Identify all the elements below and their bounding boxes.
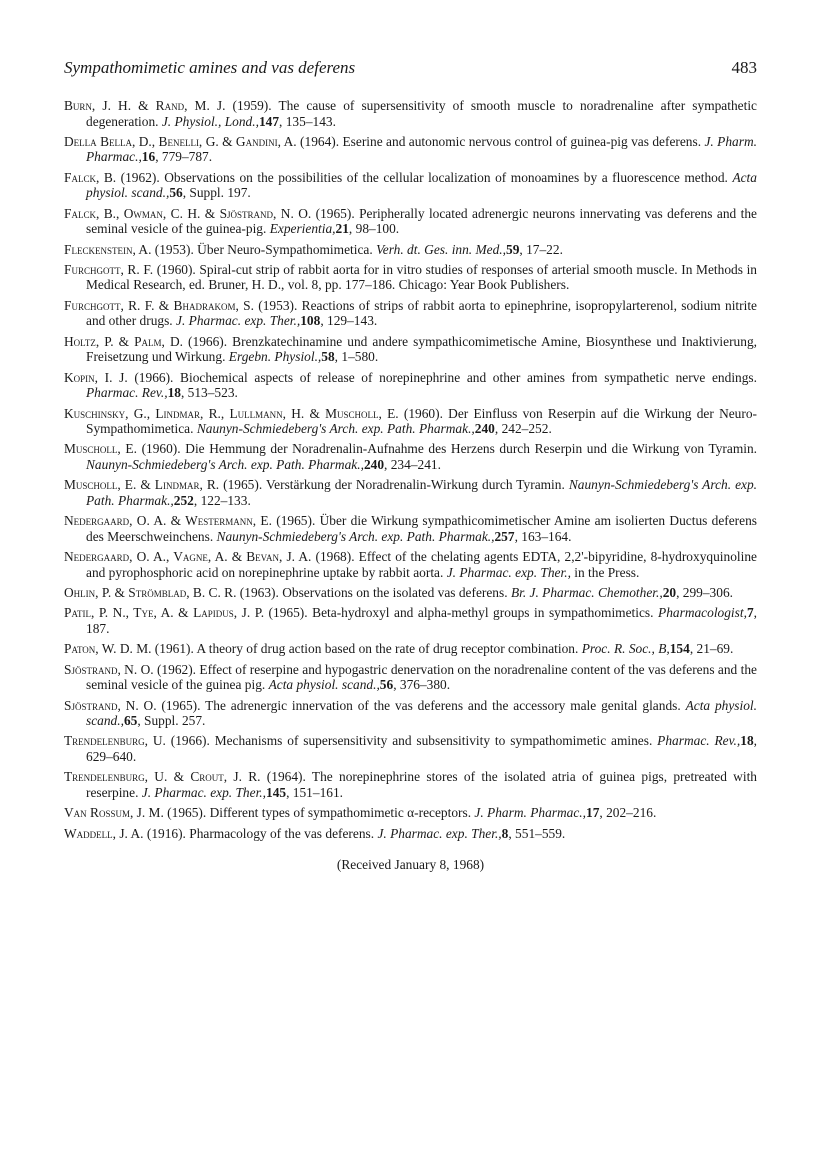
reference-title: Observations on the possibilities of the cellular localization of monoamines by a fluorescence method. xyxy=(164,169,728,185)
reference-journal: Naunyn-Schmiedeberg's Arch. exp. Path. Pharmak., xyxy=(216,528,495,544)
reference-pages: , 376–380. xyxy=(393,677,451,693)
reference-volume: 154 xyxy=(669,641,690,657)
reference-title: Effect of the chelating agents EDTA, 2,2'-bipyridine, 8-hydroxyquinoline and pyrophosphoric acid on norepinephrine uptake by rabbit aorta. xyxy=(86,549,757,580)
reference-item xyxy=(64,769,757,800)
reference-title: Peripherally located adrenergic neurons innervating vas deferens and the seminal vesicle of the guinea-pig. xyxy=(86,205,757,237)
reference-journal: J. Physiol., Lond., xyxy=(161,113,259,129)
reference-item xyxy=(64,698,757,729)
reference-volume: 65 xyxy=(123,713,138,729)
reference-journal: J. Pharm. Pharmac., xyxy=(86,133,757,165)
reference-item xyxy=(64,242,757,258)
reference-volume: 8 xyxy=(501,825,509,841)
reference-authors: Nedergaard, O. A., Vagne, A. & Bevan, J. A. (1968). xyxy=(64,549,355,565)
reference-pages: , 21–69. xyxy=(689,641,734,657)
reference-item xyxy=(64,334,757,365)
reference-pages: , 187. xyxy=(86,605,757,636)
reference-title: Verstärkung der Noradrenalin-Wirkung durch Tyramin. xyxy=(265,477,565,493)
reference-journal: Naunyn-Schmiedeberg's Arch. exp. Path. Pharmak., xyxy=(86,477,758,508)
reference-journal: Naunyn-Schmiedeberg's Arch. exp. Path. Pharmak., xyxy=(196,421,475,437)
reference-journal: J. Pharm. Pharmac., xyxy=(474,805,586,821)
reference-journal: J. Pharmac. exp. Ther., xyxy=(141,784,266,800)
received-date: (Received January 8, 1968) xyxy=(336,857,485,873)
reference-pages: , 629–640. xyxy=(86,733,757,764)
reference-item xyxy=(64,549,757,580)
reference-pages: , 234–241. xyxy=(384,456,441,472)
reference-authors: Sjöstrand, N. O. (1965). xyxy=(64,697,201,713)
reference-volume: 18 xyxy=(740,733,754,749)
reference-authors: Muscholl, E. (1960). xyxy=(64,441,181,457)
reference-volume: 58 xyxy=(321,349,335,365)
reference-item xyxy=(64,733,757,764)
reference-item xyxy=(64,641,757,657)
reference-journal: Pharmac. Rev., xyxy=(657,733,741,749)
reference-pages: , Suppl. 257. xyxy=(137,713,206,729)
reference-title: Reactions of strips of rabbit aorta to epinephrine, isopropylarterenol, sodium nitrite and other drugs. xyxy=(86,297,757,329)
reference-title: Die Hemmung der Noradrenalin-Aufnahme des Herzens durch Reserpin und die Wirkung von Tyramin. xyxy=(185,441,758,457)
reference-pages: , 202–216. xyxy=(599,805,657,821)
reference-authors: Ohlin, P. & Strömblad, B. C. R. (1963). xyxy=(64,584,279,600)
reference-volume: 108 xyxy=(300,313,321,329)
reference-journal: Experientia, xyxy=(269,221,336,237)
reference-journal: Pharmac. Rev., xyxy=(86,385,168,401)
reference-item xyxy=(64,585,757,601)
reference-volume: 145 xyxy=(266,784,287,800)
reference-volume: 17 xyxy=(586,805,600,821)
reference-journal: Ergebn. Physiol., xyxy=(228,349,322,365)
reference-journal: Pharmacologist, xyxy=(658,605,747,621)
running-title: Sympathomimetic amines and vas deferens xyxy=(64,58,356,77)
reference-item xyxy=(64,406,757,437)
reference-item xyxy=(64,662,757,693)
reference-journal: J. Pharmac. exp. Ther., xyxy=(446,564,571,580)
reference-item xyxy=(64,262,757,293)
reference-title: Observations on the isolated vas deferens. xyxy=(282,584,508,600)
reference-title: Different types of sympathomimetic α-receptors. xyxy=(209,805,472,821)
reference-authors: Kopin, I. J. (1966). xyxy=(64,369,174,385)
reference-title: Über Neuro-Sympathomimetica. xyxy=(197,241,373,257)
reference-volume: 240 xyxy=(363,456,385,472)
reference-authors: Waddell, J. A. (1916). xyxy=(64,825,186,841)
reference-title: Mechanisms of supersensitivity and subsensitivity to sympathomimetic amines. xyxy=(214,733,653,749)
reference-item xyxy=(64,441,757,472)
reference-pages: , Suppl. 197. xyxy=(182,185,251,201)
reference-pages: , 135–143. xyxy=(279,113,336,129)
reference-pages: , 299–306. xyxy=(676,584,733,600)
reference-pages: in the Press. xyxy=(570,564,640,580)
reference-volume: 56 xyxy=(169,185,183,201)
reference-item xyxy=(64,805,757,821)
page-number: 483 xyxy=(731,58,757,77)
reference-volume: 147 xyxy=(258,113,280,129)
reference-journal: Naunyn-Schmiedeberg's Arch. exp. Path. Pharmak., xyxy=(86,456,364,472)
reference-authors: Holtz, P. & Palm, D. (1966). xyxy=(64,333,228,349)
reference-title: A theory of drug action based on the rate of drug receptor combination. xyxy=(196,641,579,657)
reference-authors: Sjöstrand, N. O. (1962). xyxy=(64,661,197,677)
reference-authors: Falck, B. (1962). xyxy=(64,169,160,185)
reference-journal: Acta physiol. scand., xyxy=(268,677,380,693)
reference-item xyxy=(64,477,757,508)
reference-pages: , 129–143. xyxy=(320,313,378,329)
reference-pages: , 779–787. xyxy=(155,149,213,165)
reference-title: Spiral-cut strip of rabbit aorta for in vitro studies of responses of arterial smooth muscle. In Methods in Medical Research, ed. Bruner, H. D., vol. 8, pp. 177–186. Chicago: Year Book Publishers. xyxy=(86,261,757,293)
reference-authors: Burn, J. H. & Rand, M. J. (1959). xyxy=(64,98,272,113)
reference-pages: , 551–559. xyxy=(508,825,566,841)
reference-item xyxy=(64,605,757,636)
reference-authors: Della Bella, D., Benelli, G. & Gandini, A. (1964). xyxy=(64,133,340,149)
reference-authors: Trendelenburg, U. & Crout, J. R. (1964). xyxy=(64,769,306,785)
running-header xyxy=(64,58,757,78)
reference-journal: Br. J. Pharmac. Chemother., xyxy=(510,584,663,600)
reference-item xyxy=(64,826,757,842)
reference-pages: , 242–252. xyxy=(494,421,552,437)
reference-journal: Proc. R. Soc., B, xyxy=(581,641,670,657)
reference-journal: J. Pharmac. exp. Ther., xyxy=(377,825,502,841)
reference-authors: Trendelenburg, U. (1966). xyxy=(64,733,210,749)
reference-title: Der Einfluss von Reserpin auf die Wirkung der Neuro-Sympathomimetica. xyxy=(86,405,757,437)
reference-journal: Acta physiol. scand., xyxy=(86,697,758,729)
reference-item xyxy=(64,206,757,237)
reference-list xyxy=(64,98,757,841)
reference-journal: J. Pharmac. exp. Ther., xyxy=(176,313,301,329)
reference-title: Pharmacology of the vas deferens. xyxy=(189,825,375,841)
reference-title: Effect of reserpine and hypogastric denervation on the noradrenaline content of the vas deferens and the seminal vesicle of the guinea pig. xyxy=(86,661,757,693)
reference-authors: Nedergaard, O. A. & Westermann, E. (1965). xyxy=(64,513,316,529)
reference-pages: , 122–133. xyxy=(193,492,251,508)
reference-item xyxy=(64,370,757,401)
reference-authors: Falck, B., Owman, C. H. & Sjöstrand, N. O. (1965). xyxy=(64,205,355,221)
reference-pages: , 151–161. xyxy=(286,784,344,800)
reference-authors: Furchgott, R. F. & Bhadrakom, S. (1953). xyxy=(64,297,298,313)
reference-title: Brenzkatechinamine und andere sympathicomimetische Amine, Biosynthese und Inaktivierung, Freisetzung und Wirkung. xyxy=(86,333,757,365)
reference-item xyxy=(64,513,757,544)
reference-title: Über die Wirkung sympathicomimetischer Amine am isolierten Ductus deferens des Meerschweinchens. xyxy=(86,513,757,544)
reference-pages: , 17–22. xyxy=(519,241,563,257)
reference-authors: Paton, W. D. M. (1961). xyxy=(64,641,194,657)
reference-volume: 240 xyxy=(474,421,495,437)
reference-authors: Patil, P. N., Tye, A. & Lapidus, J. P. (1965). xyxy=(64,605,308,621)
reference-volume: 257 xyxy=(494,528,515,544)
reference-authors: Kuschinsky, G., Lindmar, R., Lullmann, H. & Muscholl, E. (1960). xyxy=(64,405,443,421)
reference-title: The norepinephrine stores of the isolated atria of guinea pigs, pretreated with reserpine. xyxy=(86,769,757,800)
reference-item xyxy=(64,134,757,165)
reference-pages: , 98–100. xyxy=(348,221,400,237)
reference-journal: Verh. dt. Ges. inn. Med., xyxy=(376,241,506,257)
reference-authors: Fleckenstein, A. (1953). xyxy=(64,241,194,257)
reference-volume: 21 xyxy=(335,221,349,237)
reference-volume: 56 xyxy=(379,677,394,693)
reference-title: The cause of supersensitivity of smooth muscle to noradrenaline after sympathetic degeneration. xyxy=(86,98,757,129)
reference-authors: Furchgott, R. F. (1960). xyxy=(64,261,196,277)
page xyxy=(64,58,757,873)
reference-title: Eserine and autonomic nervous control of guinea-pig vas deferens. xyxy=(342,133,702,149)
reference-volume: 59 xyxy=(506,241,520,257)
reference-item xyxy=(64,98,757,129)
reference-pages: , 513–523. xyxy=(180,385,238,401)
reference-pages: , 1–580. xyxy=(334,349,379,365)
reference-volume: 252 xyxy=(173,492,194,508)
reference-volume: 20 xyxy=(662,584,677,600)
reference-item xyxy=(64,298,757,329)
reference-item xyxy=(64,170,757,201)
reference-volume: 7 xyxy=(746,605,754,621)
reference-authors: Muscholl, E. & Lindmar, R. (1965). xyxy=(64,477,263,493)
reference-journal: Acta physiol. scand., xyxy=(86,169,757,201)
reference-title: Beta-hydroxyl and alpha-methyl groups in sympathomimetics. xyxy=(312,605,654,621)
reference-title: Biochemical aspects of release of norepinephrine and other amines from sympathetic nerve endings. xyxy=(180,369,757,385)
reference-authors: Van Rossum, J. M. (1965). xyxy=(64,805,207,821)
reference-title: The adrenergic innervation of the vas deferens and the accessory male genital glands. xyxy=(205,697,681,713)
reference-volume: 16 xyxy=(141,149,156,165)
reference-pages: , 163–164. xyxy=(514,528,572,544)
reference-volume: 18 xyxy=(167,385,181,401)
